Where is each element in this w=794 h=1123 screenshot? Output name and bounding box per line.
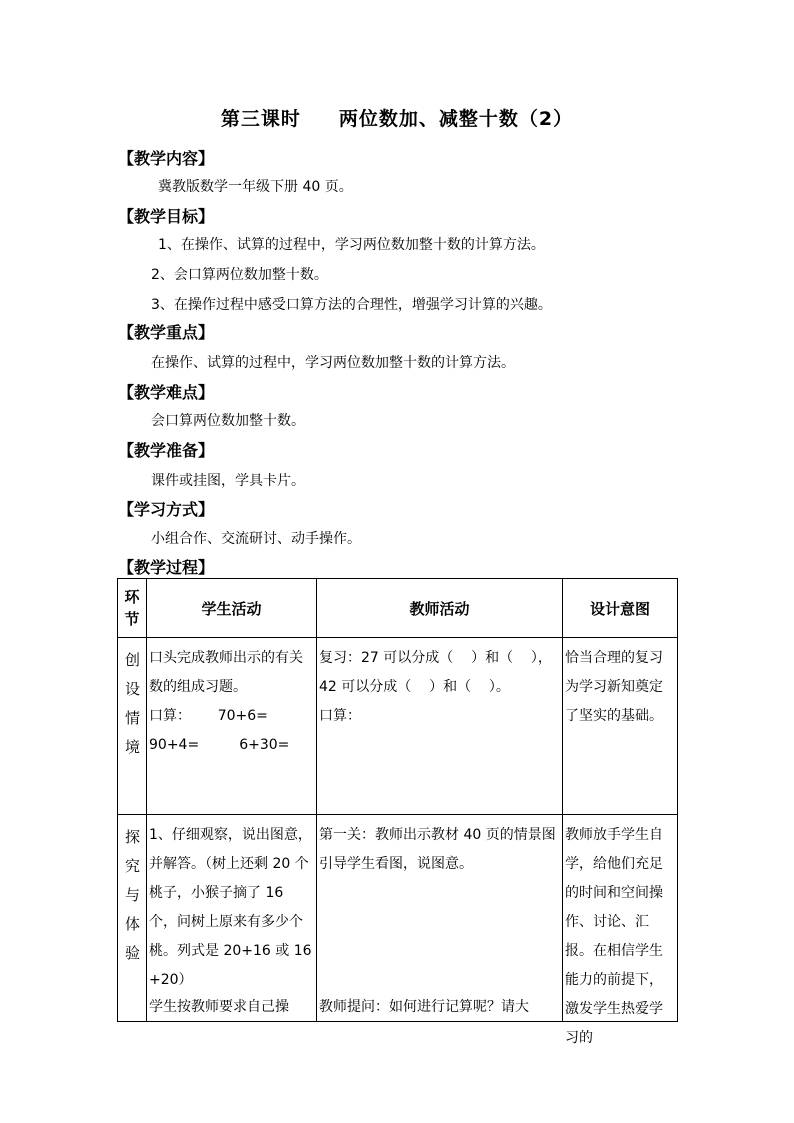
table-row [118, 638, 678, 815]
header-teacher: 教师活动 [317, 579, 563, 638]
teacher-activity-cell: 复习：27 可以分成（ ）和（ ），42 可以分成（ ）和（ ）。 口算： [317, 638, 563, 815]
lesson-topic: 两位数加、减整十数（2） [338, 108, 574, 130]
goal-item: 1、在操作、试算的过程中，学习两位数加整十数的计算方法。 [158, 237, 545, 253]
stage-cell: 探 究 与 体 验 [118, 815, 147, 1022]
section-content-heading: 【教学内容】 [118, 149, 215, 168]
teacher-activity-cell: 第一关：教师出示教材 40 页的情景图引导学生看图，说图意。 教师提问：如何进行记算呢？请大 [317, 815, 563, 1022]
process-table [117, 578, 678, 1046]
header-intent: 设计意图 [563, 579, 678, 638]
section-process-heading: 【教学过程】 [118, 558, 215, 577]
student-activity-cell: 口头完成教师出示的有关数的组成习题。 口算： 70+6= 90+4= 6+30= [147, 638, 317, 815]
section-goals-heading: 【教学目标】 [118, 207, 215, 226]
section-difficulty-heading: 【教学难点】 [118, 383, 215, 402]
document-title [0, 104, 794, 131]
design-intent-cell: 教师放手学生自学，给他们充足的时间和空间操作、讨论、汇报。在相信学生能力的前提下，激发学生热爱学习的 [563, 815, 678, 1022]
table-header-row [118, 579, 678, 638]
section-key-heading: 【教学重点】 [118, 323, 215, 342]
section-content-text: 冀教版数学一年级下册 40 页。 [158, 179, 353, 195]
design-intent-cell: 恰当合理的复习为学习新知奠定了坚实的基础。 [563, 638, 678, 815]
header-student: 学生活动 [147, 579, 317, 638]
stage-cell: 创 设 情 境 [118, 638, 147, 815]
table-row [118, 815, 678, 1022]
header-stage: 环 节 [118, 579, 147, 638]
section-method-text: 小组合作、交流研讨、动手操作。 [151, 531, 361, 547]
student-activity-cell: 1、仔细观察，说出图意，并解答。（树上还剩 20 个桃子，小猴子摘了 16 个，问树上原来有多少个桃。列式是 20+16 或 16+20） 学生按教师要求自己操 [147, 815, 317, 1022]
goal-item: 2、会口算两位数加整十数。 [151, 267, 328, 283]
section-method-heading: 【学习方式】 [118, 500, 215, 519]
section-prep-text: 课件或挂图，学具卡片。 [151, 473, 305, 489]
section-difficulty-text: 会口算两位数加整十数。 [151, 413, 305, 429]
lesson-number: 第三课时 [220, 108, 301, 130]
goal-item: 3、在操作过程中感受口算方法的合理性，增强学习计算的兴趣。 [151, 297, 552, 313]
section-prep-heading: 【教学准备】 [118, 441, 215, 460]
section-key-text: 在操作、试算的过程中，学习两位数加整十数的计算方法。 [151, 355, 515, 371]
